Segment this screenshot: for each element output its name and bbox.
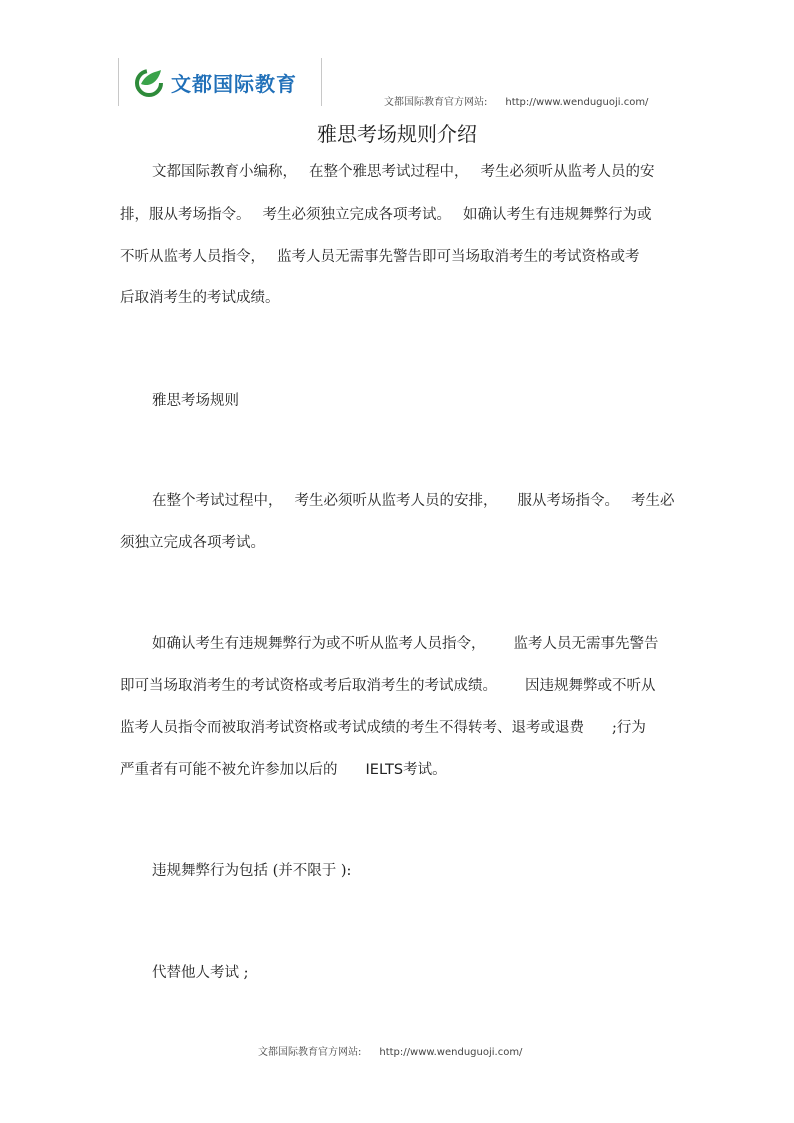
text-span: 监考人员无需事先警告 xyxy=(513,636,659,652)
text-span: 即可当场取消考生的考试资格或考后取消考生的考试成绩。 xyxy=(120,678,497,694)
rules2-line-3 xyxy=(120,718,646,738)
text-span: 考试。 xyxy=(403,762,447,778)
intro-line-2 xyxy=(120,205,652,225)
text-span: 如确认考生有违规舞弊行为或 xyxy=(463,207,652,223)
text-span: 监考人员指令而被取消考试资格或考试成绩的考生不得转考、退考或退费 xyxy=(120,720,584,736)
footer-site-info xyxy=(258,1043,522,1058)
header-site-label: 文都国际教育官方网站: xyxy=(384,97,488,108)
cheating-heading: 违规舞弊行为包括 (并不限于 ): xyxy=(152,863,352,879)
header-site-url[interactable]: http://www.wenduguoji.com/ xyxy=(505,97,649,108)
rules2-line-1 xyxy=(152,634,659,654)
section-heading: 雅思考场规则 xyxy=(152,393,239,409)
text-span: 服从考场指令。 xyxy=(517,493,619,509)
text-span: 文都国际教育小编称， xyxy=(152,164,297,180)
rules1-line-2: 须独立完成各项考试。 xyxy=(120,535,265,551)
rules1-line-1 xyxy=(152,491,675,511)
rules2-line-2 xyxy=(120,676,656,696)
text-span: ;行为 xyxy=(612,720,646,736)
text-span: 考生必 xyxy=(631,493,675,509)
text-span: 在整个考试过程中， xyxy=(152,493,283,509)
text-span: 考生必须听从监考人员的安排， xyxy=(294,493,498,509)
text-span: 严重者有可能不被允许参加以后的 xyxy=(120,762,338,778)
text-span: 不听从监考人员指令， xyxy=(120,249,265,265)
logo-text: 文都国际教育 xyxy=(171,71,297,96)
cheating-item-1: 代替他人考试 ; xyxy=(152,965,249,981)
header-logo xyxy=(118,58,322,106)
page-title: 雅思考场规则介绍 xyxy=(317,122,477,146)
intro-line-4: 后取消考生的考试成绩。 xyxy=(120,290,280,306)
footer-site-url[interactable]: http://www.wenduguoji.com/ xyxy=(379,1047,523,1058)
text-span: 排，服从考场指令。 xyxy=(120,207,251,223)
footer-site-label: 文都国际教育官方网站: xyxy=(258,1047,362,1058)
intro-line-1 xyxy=(152,162,655,182)
ielts-text: IELTS xyxy=(365,762,404,778)
logo-leaf-icon xyxy=(133,66,165,98)
rules2-line-4 xyxy=(120,760,447,780)
text-span: 因违规舞弊或不听从 xyxy=(525,678,656,694)
text-span: 如确认考生有违规舞弊行为或不听从监考人员指令， xyxy=(152,636,486,652)
text-span: 考生必须独立完成各项考试。 xyxy=(262,207,451,223)
intro-line-3 xyxy=(120,247,640,267)
text-span: 考生必须听从监考人员的安 xyxy=(480,164,655,180)
text-span: 在整个雅思考试过程中， xyxy=(309,164,469,180)
text-span: 监考人员无需事先警告即可当场取消考生的考试资格或考 xyxy=(277,249,640,265)
header-site-info xyxy=(384,93,648,108)
